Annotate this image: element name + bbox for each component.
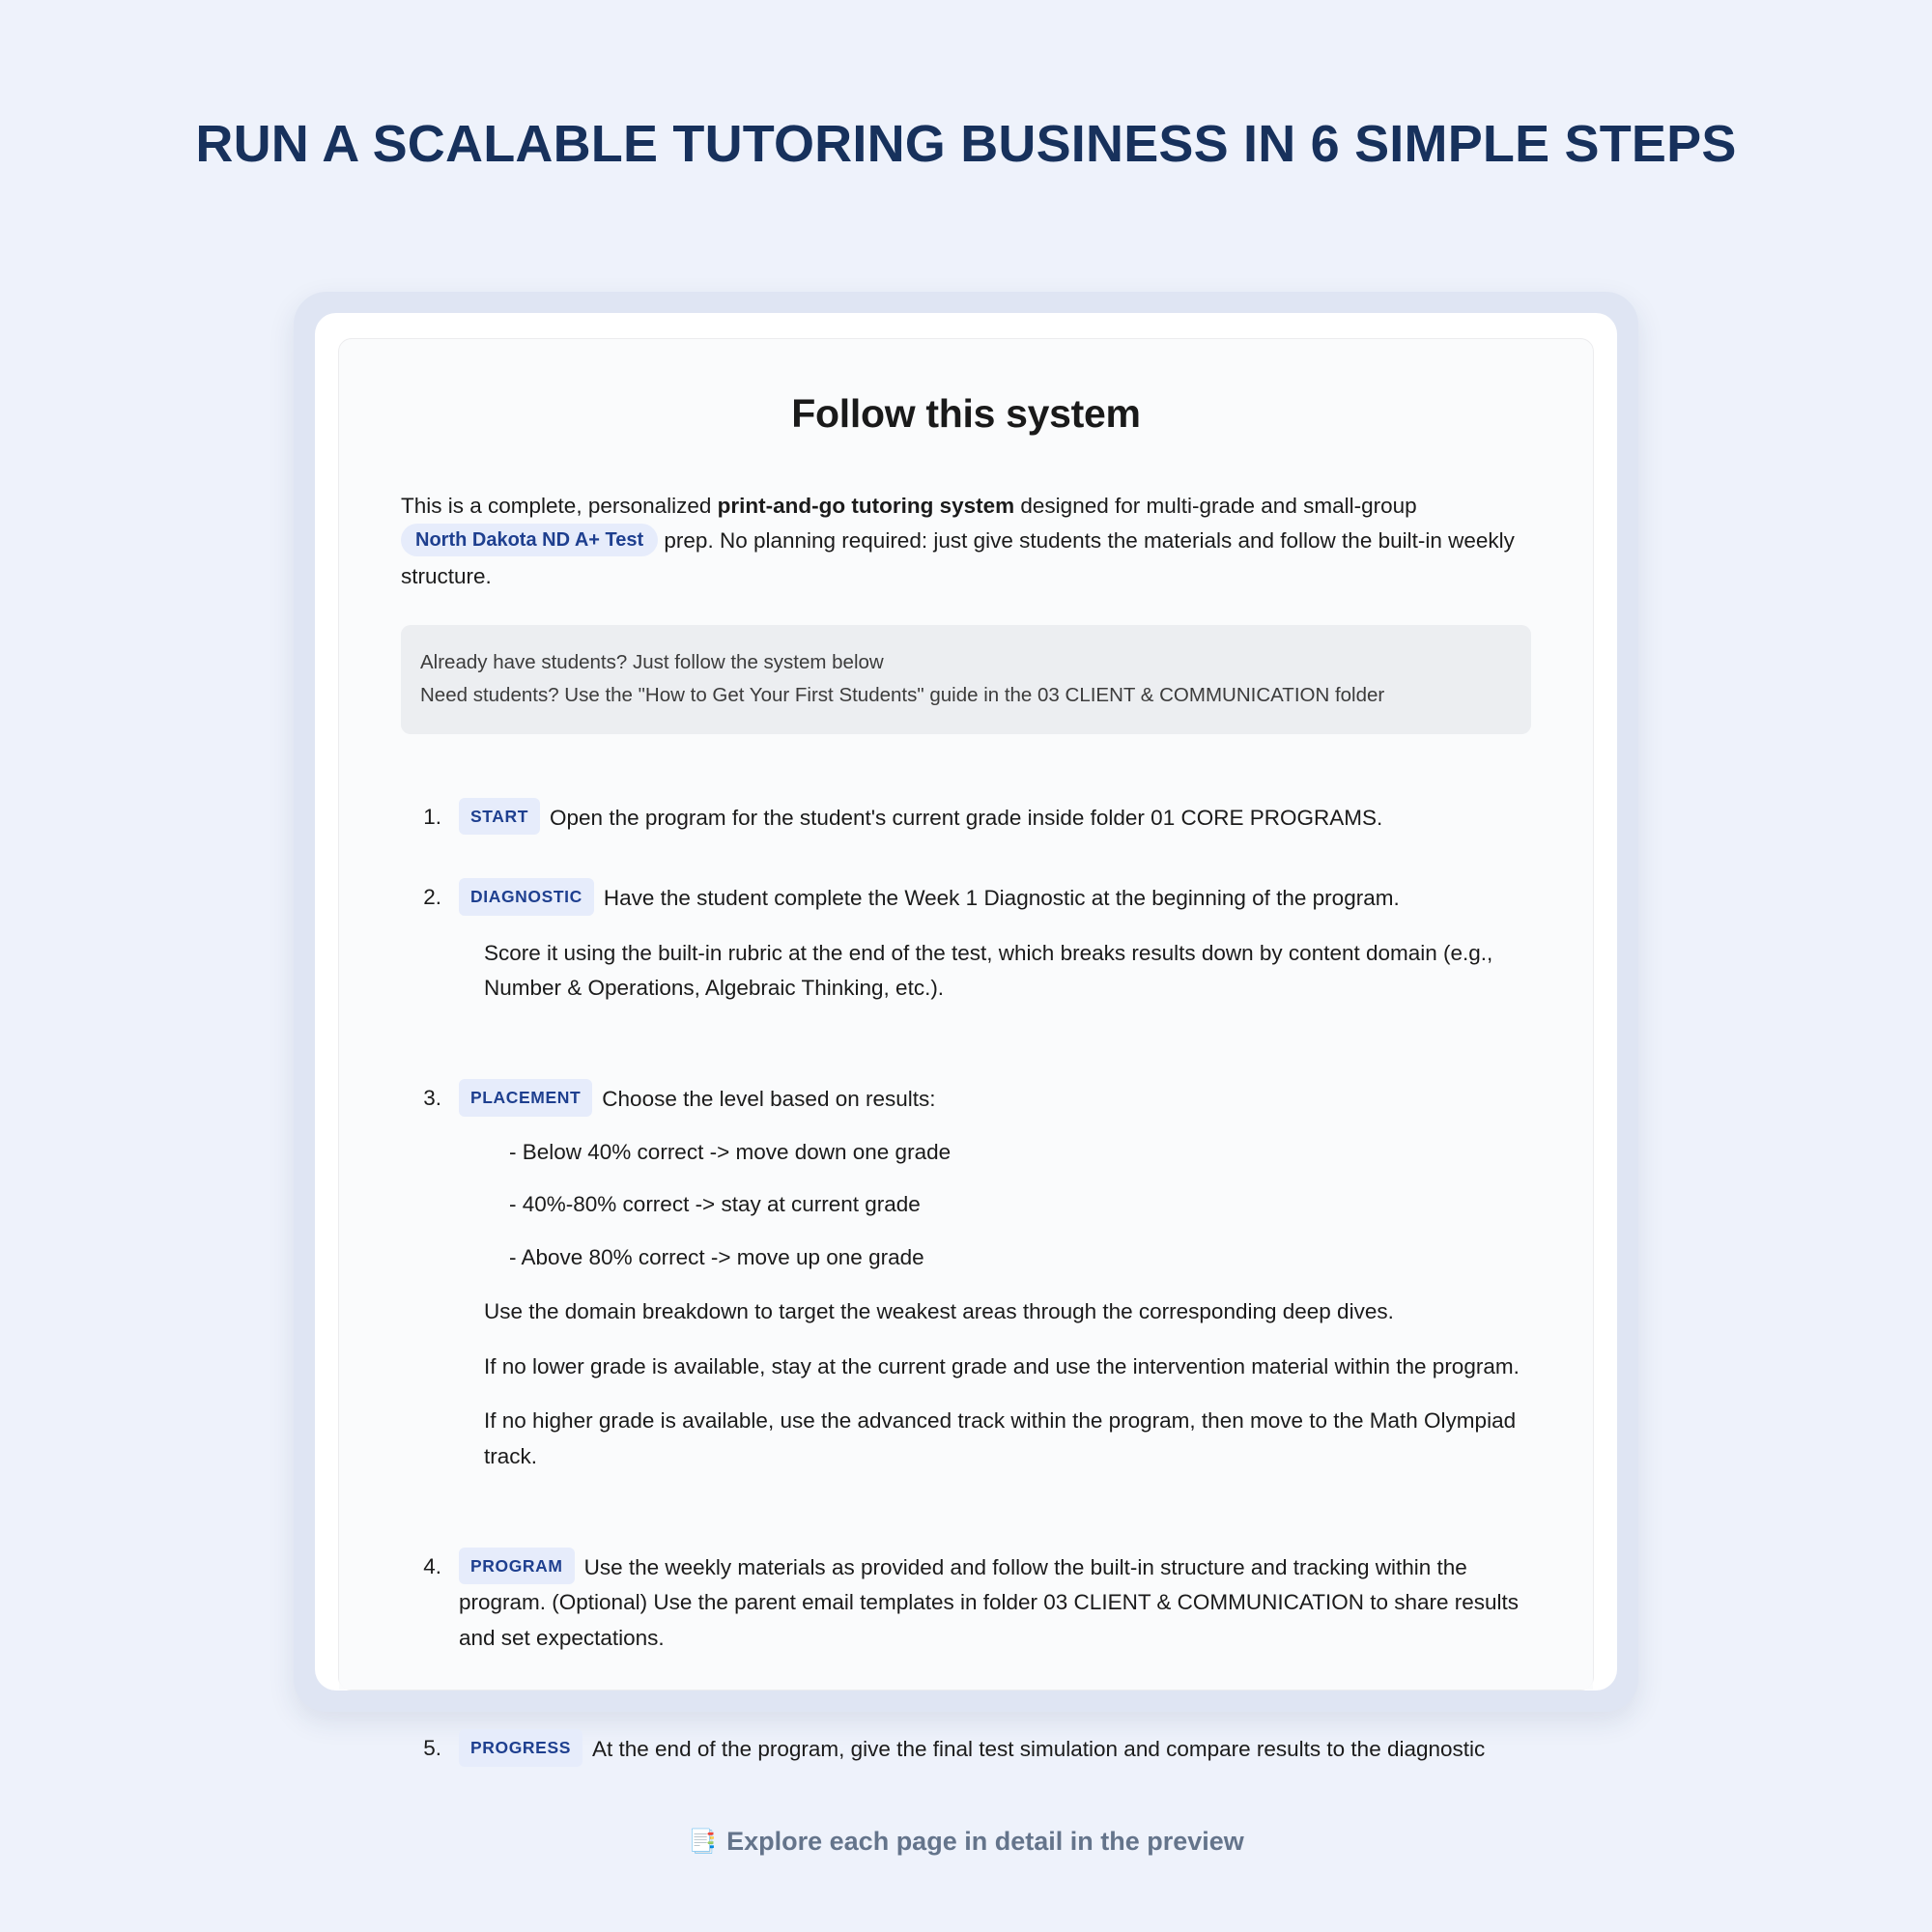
page-headline: RUN A SCALABLE TUTORING BUSINESS IN 6 SIMPLE STEPS [195,115,1737,173]
step-body [441,1079,1531,1474]
step-number: 1. [423,804,441,829]
callout-line-1: Already have students? Just follow the system below [420,651,884,674]
footer-caption [0,1827,1932,1857]
test-name-pill: North Dakota ND A+ Test [401,524,658,556]
step-tag: START [459,798,540,835]
intro-text-2: designed for multi-grade and small-group [1014,494,1417,518]
step-body [441,1548,1531,1656]
step-item [401,1079,1531,1474]
step-text: Choose the level based on results: [602,1087,936,1112]
step-item [401,878,1531,1006]
step-text: Open the program for the student's current grade inside folder 01 CORE PROGRAMS. [550,805,1383,830]
step-body [441,798,1531,836]
step-bullet: - Below 40% correct -> move down one grade [509,1139,952,1164]
step-tag: PROGRAM [459,1548,575,1584]
callout-line-2: Need students? Use the "How to Get Your First Students" guide in the 03 CLIENT & COMMUNICATION folder [420,683,1385,706]
step-bullet: - Above 80% correct -> move up one grade [509,1244,924,1269]
intro-bold: print-and-go tutoring system [717,494,1015,518]
document-title: Follow this system [791,391,1141,436]
intro-text-1: This is a complete, personalized [401,494,718,518]
step-tag: PROGRESS [459,1729,582,1766]
step-number: 2. [423,885,441,910]
step-tag: PLACEMENT [459,1079,592,1116]
document-page [338,338,1594,1762]
intro-paragraph [401,489,1531,594]
footer-text: Explore each page in detail in the preview [726,1827,1244,1856]
step-number: 3. [423,1086,441,1111]
step-item [401,1548,1531,1656]
step-number: 5. [423,1736,441,1761]
intro-text-3: prep. No planning required: just give students the materials and follow the built-in weekly structure. [401,528,1515,588]
step-item [401,1729,1531,1767]
step-text: Have the student complete the Week 1 Diagnostic at the beginning of the program. [603,886,1400,911]
step-subtext: Score it using the built-in rubric at the end of the test, which breaks results down by content domain (e.g., Number & Operations, Algebraic Thinking, etc.). [484,940,1493,1001]
step-subtext: Use the domain breakdown to target the weakest areas through the corresponding deep dives. [484,1299,1394,1324]
callout-box [401,625,1531,733]
step-body [441,878,1531,1006]
step-subtext: If no lower grade is available, stay at the current grade and use the intervention material within the program. [484,1353,1520,1378]
step-number: 4. [423,1553,441,1578]
step-bullet: - 40%-80% correct -> stay at current grade [509,1192,921,1217]
step-subtext: If no higher grade is available, use the advanced track within the program, then move to the Math Olympiad track. [484,1408,1517,1468]
step-text: Use the weekly materials as provided and follow the built-in structure and tracking within the program. (Optional) Use the parent email templates in folder 03 CLIENT & COMMUNICATION to share results and set expectations. [459,1554,1520,1650]
steps-list [401,798,1531,1768]
step-tag: DIAGNOSTIC [459,878,594,915]
pdf-icon: 📑 [688,1829,718,1855]
step-item [401,798,1531,836]
step-body [441,1729,1531,1767]
document-viewport [315,313,1617,1762]
step-text: At the end of the program, give the final test simulation and compare results to the diagnostic [592,1737,1486,1762]
document-preview-frame [294,292,1638,1762]
